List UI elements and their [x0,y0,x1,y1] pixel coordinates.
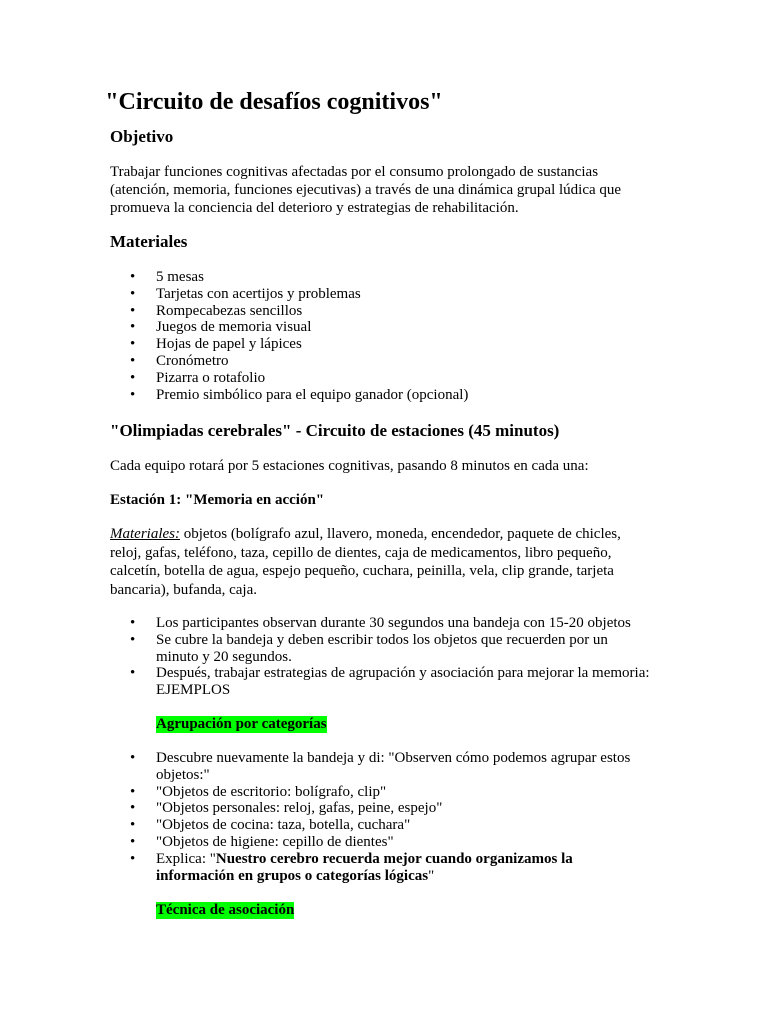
estacion1-steps [110,615,650,699]
list-item: • "Objetos personales: reloj, gafas, peine, espejo" [110,800,650,817]
list-item: • "Objetos de cocina: taza, botella, cuchara" [110,817,650,834]
list-item: • "Objetos de escritorio: bolígrafo, clip" [110,784,650,801]
document-title: "Circuito de desafíos cognitivos" [105,89,443,115]
asociacion-heading: Técnica de asociación [156,902,295,918]
materials-text: objetos (bolígrafo azul, llavero, moneda, encendedor, paquete de chicles, reloj, gafas, teléfono, taza, cepillo de dientes, caja de medicamentos, libro pequeño, calcetín, botella de agua, espejo pequeño, cuchara, peinilla, vela, clip grande, tarjeta bancaria), bufanda, caja. [110,526,621,598]
explica-bold: Nuestro cerebro recuerda mejor cuando organizamos la información en grupos o categorías lógicas [156,850,573,884]
list-item: • Juegos de memoria visual [110,319,650,336]
explica-prefix: Explica: " [156,850,216,867]
olimpiadas-heading: "Olimpiadas cerebrales" - Circuito de estaciones (45 minutos) [110,421,560,440]
agrupacion-list [110,750,650,884]
olimpiadas-intro: Cada equipo rotará por 5 estaciones cognitivas, pasando 8 minutos en cada una: [110,458,589,474]
list-item: • Tarjetas con acertijos y problemas [110,286,650,303]
explica-suffix: " [428,867,435,884]
estacion1-materials [110,525,650,599]
estacion1-heading: Estación 1: "Memoria en acción" [110,492,325,508]
list-item: • Pizarra o rotafolio [110,370,650,387]
list-item: • Los participantes observan durante 30 segundos una bandeja con 15-20 objetos [110,615,650,632]
list-item: • Premio simbólico para el equipo ganador (opcional) [110,387,650,404]
list-item: • Hojas de papel y lápices [110,336,650,353]
list-item: • Después, trabajar estrategias de agrupación y asociación para mejorar la memoria: EJEMPLOS [110,665,650,699]
materiales-heading: Materiales [110,232,188,251]
list-item: • Se cubre la bandeja y deben escribir todos los objetos que recuerden por un minuto y 20 segundos. [110,632,650,666]
objetivo-heading: Objetivo [110,127,174,146]
agrupacion-heading: Agrupación por categorías [156,716,327,732]
list-item: • "Objetos de higiene: cepillo de dientes" [110,834,650,851]
materiales-list [110,269,650,403]
list-item: • Rompecabezas sencillos [110,303,650,320]
materials-label: Materiales: [110,526,180,542]
list-item: • Cronómetro [110,353,650,370]
list-item: • 5 mesas [110,269,650,286]
list-item: • Descubre nuevamente la bandeja y di: "Observen cómo podemos agrupar estos objetos:" [110,750,650,784]
objetivo-text: Trabajar funciones cognitivas afectadas por el consumo prolongado de sustancias (atención, memoria, funciones ejecutivas) a través de una dinámica grupal lúdica que promueva la conciencia del deterioro y estrategias de rehabilitación. [110,164,622,216]
list-item-explica [110,851,650,885]
